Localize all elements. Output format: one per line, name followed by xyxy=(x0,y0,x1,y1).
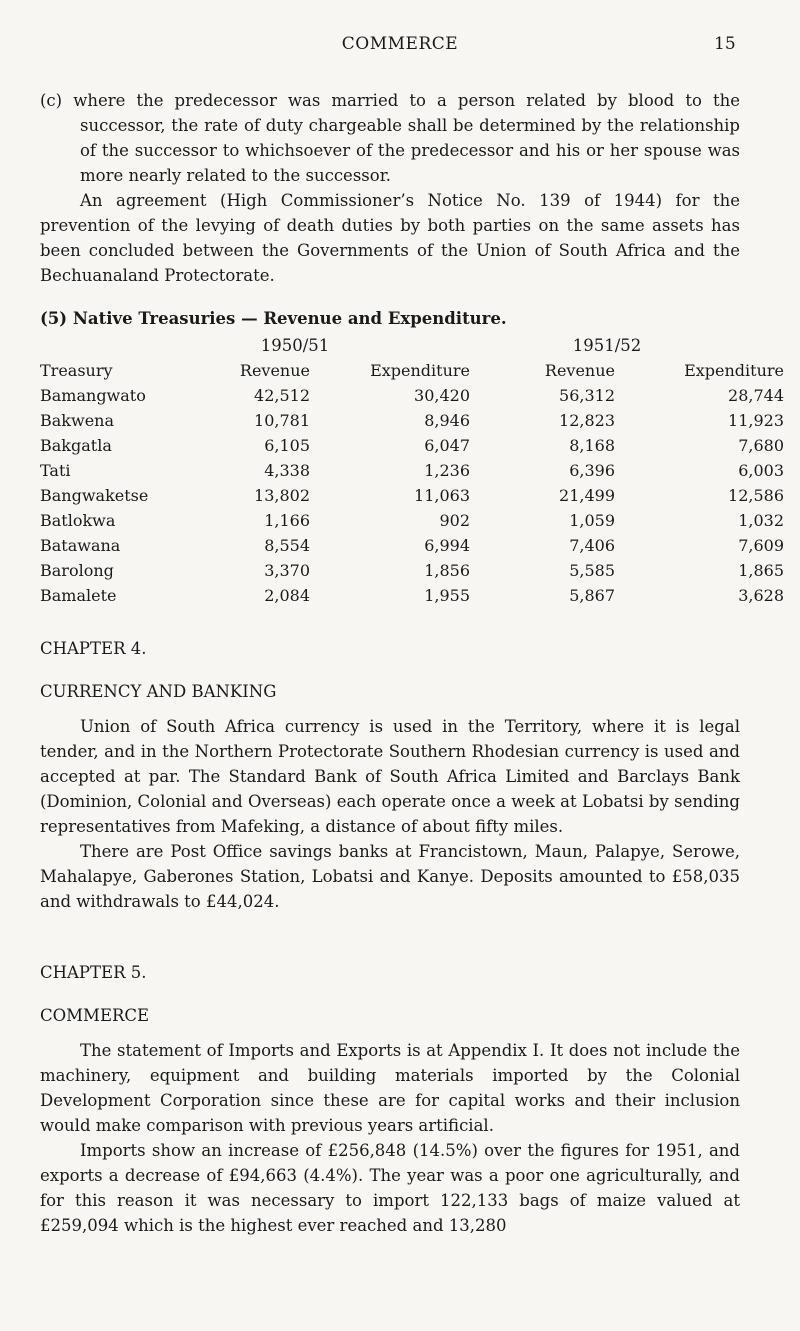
treasury-name-cell: Bamangwato xyxy=(40,386,146,405)
value-cell: 30,420 xyxy=(414,386,470,405)
table-row xyxy=(40,558,784,583)
value-cell: 5,585 xyxy=(569,561,615,580)
value-cell: 7,680 xyxy=(738,436,784,455)
chapter-5-title: COMMERCE xyxy=(40,1006,150,1025)
treasury-rows xyxy=(40,383,784,608)
treasury-name-cell: Bakgatla xyxy=(40,436,112,455)
currency-paragraph-2: There are Post Office savings banks at Francistown, Maun, Palapye, Serowe, Mahalapye, Gaberones Station, Lobatsi and Kanye. Deposits amounted to £58,035 and withdrawals to £44,024. xyxy=(40,842,740,911)
value-cell: 6,994 xyxy=(424,536,470,555)
table-row xyxy=(40,483,784,508)
period-header-row xyxy=(40,333,784,358)
treasury-name-cell: Batawana xyxy=(40,536,121,555)
chapter-5-number: CHAPTER 5. xyxy=(40,963,147,982)
treasury-name-cell: Tati xyxy=(40,461,71,480)
table-row xyxy=(40,508,784,533)
value-cell: 8,946 xyxy=(424,411,470,430)
column-header-row xyxy=(40,358,784,383)
value-cell: 1,856 xyxy=(424,561,470,580)
value-cell: 8,554 xyxy=(264,536,310,555)
value-cell: 3,370 xyxy=(264,561,310,580)
column-header: Expenditure xyxy=(684,361,784,380)
value-cell: 28,744 xyxy=(728,386,784,405)
value-cell: 1,166 xyxy=(264,511,310,530)
treasuries-heading: (5) Native Treasuries — Revenue and Expenditure. xyxy=(40,309,507,328)
treasuries-table xyxy=(40,333,784,608)
value-cell: 12,586 xyxy=(728,486,784,505)
running-title: COMMERCE xyxy=(341,34,459,54)
column-header: Expenditure xyxy=(370,361,470,380)
value-cell: 11,063 xyxy=(414,486,470,505)
column-header: Revenue xyxy=(544,361,615,380)
period-1950-51: 1950/51 xyxy=(260,336,330,355)
table-row xyxy=(40,533,784,558)
treasury-name-cell: Bangwaketse xyxy=(40,486,149,505)
value-cell: 5,867 xyxy=(569,586,615,605)
column-header: Treasury xyxy=(40,361,113,380)
table-row xyxy=(40,408,784,433)
column-header: Revenue xyxy=(239,361,310,380)
value-cell: 12,823 xyxy=(559,411,615,430)
paragraph-agreement: An agreement (High Commissioner’s Notice No. 139 of 1944) for the prevention of the levying of death duties by both parties on the same assets has been concluded between the Governments of the Union of South Africa and the Bechuanaland Protectorate. xyxy=(40,191,740,285)
value-cell: 2,084 xyxy=(264,586,310,605)
currency-paragraph-1: Union of South Africa currency is used in the Territory, where it is legal tender, and in the Northern Protectorate Southern Rhodesian currency is used and accepted at par. The Standard Bank of South Africa Limited and Barclays Bank (Dominion, Colonial and Overseas) each operate once a week at Lobatsi by sending representatives from Mafeking, a distance of about fifty miles. xyxy=(40,717,740,836)
value-cell: 56,312 xyxy=(559,386,615,405)
treasury-name-cell: Barolong xyxy=(40,561,114,580)
value-cell: 902 xyxy=(439,511,470,530)
treasury-name-cell: Bamalete xyxy=(40,586,117,605)
commerce-paragraph-2: Imports show an increase of £256,848 (14.5%) over the figures for 1951, and exports a decrease of £94,663 (4.4%). The year was a poor one agriculturally, and for this reason it was necessary to import 122,133 bags of maize valued at £259,094 which is the highest ever reached and 13,280 xyxy=(40,1141,740,1235)
value-cell: 6,105 xyxy=(264,436,310,455)
value-cell: 42,512 xyxy=(254,386,310,405)
chapter-4-number: CHAPTER 4. xyxy=(40,639,147,658)
table-row xyxy=(40,458,784,483)
value-cell: 1,236 xyxy=(424,461,470,480)
commerce-paragraph-1: The statement of Imports and Exports is at Appendix I. It does not include the machinery, equipment and building materials imported by the Colonial Development Corporation since these are for capital works and their inclusion would make comparison with previous years artificial. xyxy=(40,1041,740,1135)
value-cell: 21,499 xyxy=(559,486,615,505)
value-cell: 6,003 xyxy=(738,461,784,480)
value-cell: 13,802 xyxy=(254,486,310,505)
table-row xyxy=(40,383,784,408)
value-cell: 1,955 xyxy=(424,586,470,605)
value-cell: 1,032 xyxy=(738,511,784,530)
page-content xyxy=(40,88,784,1238)
value-cell: 1,059 xyxy=(569,511,615,530)
value-cell: 10,781 xyxy=(254,411,310,430)
treasury-name-cell: Batlokwa xyxy=(40,511,116,530)
value-cell: 7,406 xyxy=(569,536,615,555)
value-cell: 3,628 xyxy=(738,586,784,605)
page-number: 15 xyxy=(714,34,736,54)
value-cell: 6,047 xyxy=(424,436,470,455)
value-cell: 11,923 xyxy=(728,411,784,430)
paragraph-c: (c) where the predecessor was married to a person related by blood to the successor, the rate of duty chargeable shall be determined by the relationship of the successor to whichsoever of the predecessor and his or her spouse was more nearly related to the successor. xyxy=(40,91,740,185)
period-1951-52: 1951/52 xyxy=(572,336,642,355)
value-cell: 6,396 xyxy=(569,461,615,480)
value-cell: 1,865 xyxy=(738,561,784,580)
treasury-name-cell: Bakwena xyxy=(40,411,114,430)
value-cell: 4,338 xyxy=(264,461,310,480)
table-row xyxy=(40,433,784,458)
value-cell: 7,609 xyxy=(738,536,784,555)
value-cell: 8,168 xyxy=(569,436,615,455)
table-row xyxy=(40,583,784,608)
chapter-4-title: CURRENCY AND BANKING xyxy=(40,682,277,701)
